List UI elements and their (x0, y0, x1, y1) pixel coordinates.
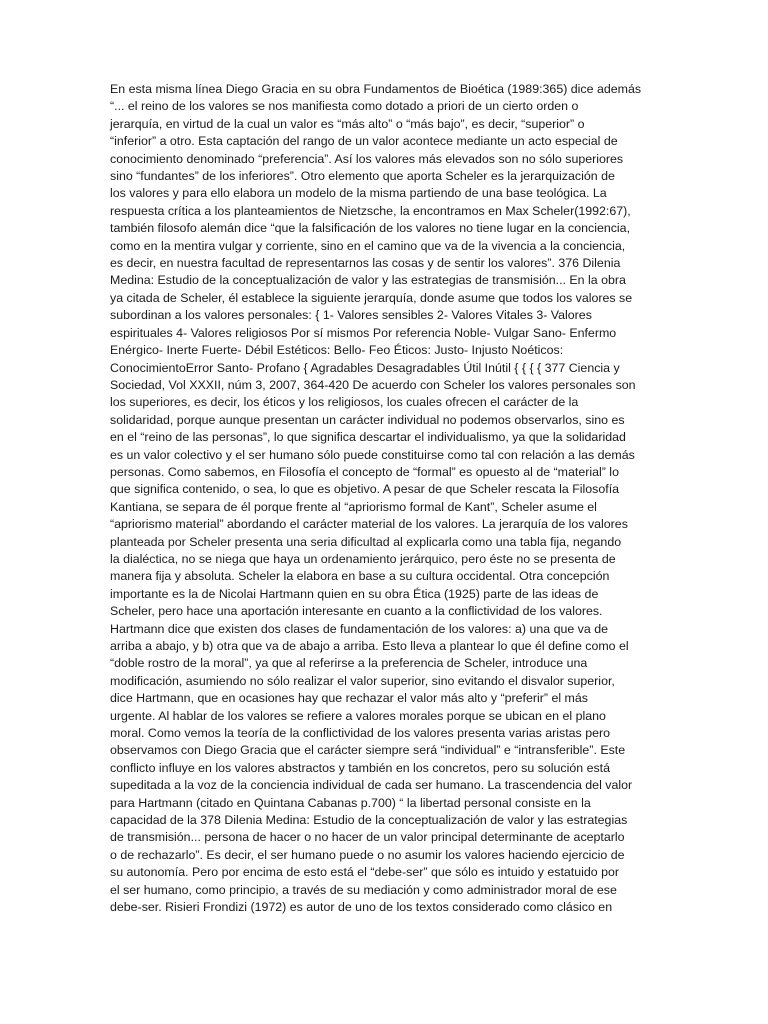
text-line: es decir, en nuestra facultad de representarnos las cosas y de sentir los valores”. 376 Dilenia (110, 256, 621, 271)
text-line: la dialéctica, no se niega que haya un ordenamiento jerárquico, pero éste no se presenta de (110, 551, 616, 566)
text-line: sino “fundantes” de los inferiores”. Otro elemento que aporta Scheler es la jerarquización de (110, 169, 615, 184)
text-line: observamos con Diego Gracia que el carácter siempre será “individual” e “intransferible”. Este (110, 743, 626, 758)
text-line: en el “reino de las personas”, lo que significa descartar el individualismo, ya que la solidaridad (110, 430, 626, 445)
text-line: dice Hartmann, que en ocasiones hay que rechazar el valor más alto y “preferir” el más (110, 691, 588, 706)
text-line: solidaridad, porque aunque presentan un carácter individual no podemos observarlos, sino es (110, 412, 625, 427)
body-paragraph (110, 81, 650, 917)
text-line: los valores y para ello elabora un modelo de la misma partiendo de una base teológica. La (110, 186, 607, 201)
text-line: Medina: Estudio de la conceptualización de valor y las estrategias de transmisión... En la obra (110, 273, 626, 288)
text-line: importante es la de Nicolai Hartmann quien en su obra Ética (1925) parte de las ideas de (110, 586, 599, 601)
text-line: de transmisión... persona de hacer o no hacer de un valor principal determinante de aceptarlo (110, 830, 625, 845)
text-line: también filosofo alemán dice “que la falsificación de los valores no tiene lugar en la conciencia, (110, 221, 631, 236)
text-line: jerarquía, en virtud de la cual un valor es “más alto” o “más bajo”, es decir, “superior” o (110, 116, 585, 131)
text-line: respuesta crítica a los planteamientos de Nietzsche, la encontramos en Max Scheler(1992:67), (110, 203, 631, 218)
text-line: “doble rostro de la moral”, ya que al referirse a la preferencia de Scheler, introduce una (110, 656, 588, 671)
text-line: planteada por Scheler presenta una seria dificultad al explicarla como una tabla fija, negando (110, 534, 622, 549)
text-line: espirituales 4- Valores religiosos Por sí mismos Por referencia Noble- Vulgar Sano- Enfermo (110, 325, 617, 340)
text-line: es un valor colectivo y el ser humano sólo puede constituirse como tal con relación a las demás (110, 447, 635, 462)
text-line: ya citada de Scheler, él establece la siguiente jerarquía, donde asume que todos los valores se (110, 290, 633, 305)
text-line: “apriorismo material” abordando el carácter material de los valores. La jerarquía de los valores (110, 517, 628, 532)
text-line: Enérgico- Inerte Fuerte- Débil Estéticos: Bello- Feo Éticos: Justo- Injusto Noéticos: (110, 343, 564, 358)
text-line: arriba a abajo, y b) otra que va de abajo a arriba. Esto lleva a plantear lo que él define como el (110, 639, 629, 653)
text-line: como en la mentira vulgar y corriente, sino en el camino que va de la vivencia a la conciencia, (110, 238, 626, 253)
text-line: que significa contenido, o sea, lo que es objetivo. A pesar de que Scheler rescata la Filosofía (110, 482, 620, 497)
text-line: su autonomía. Pero por encima de esto está el “debe-ser” que sólo es intuido y estatuido por (110, 865, 620, 880)
text-line: los superiores, es decir, los éticos y los religiosos, los cuales ofrecen el carácter de la (110, 395, 579, 410)
text-line: o de rechazarlo”. Es decir, el ser humano puede o no asumir los valores haciendo ejercicio de (110, 847, 625, 862)
text-line: el ser humano, como principio, a través de su mediación y como administrador moral de ese (110, 882, 617, 897)
text-line: “inferior” a otro. Esta captación del rango de un valor acontece mediante un acto especial de (110, 134, 618, 149)
text-line: personas. Como sabemos, en Filosofía el concepto de “formal” es opuesto al de “material” lo (110, 464, 619, 479)
text-line: supeditada a la voz de la conciencia individual de cada ser humano. La trascendencia del valor (110, 778, 633, 793)
text-line: “... el reino de los valores se nos manifiesta como dotado a priori de un cierto orden o (110, 99, 579, 114)
text-line: para Hartmann (citado en Quintana Cabanas p.700) “ la libertad personal consiste en la (110, 795, 591, 810)
text-line: Sociedad, Vol XXXII, núm 3, 2007, 364-420 De acuerdo con Scheler los valores personales son (110, 377, 636, 392)
text-line: debe-ser. Risieri Frondizi (1972) es autor de uno de los textos considerado como clásico en (110, 900, 613, 915)
text-line: capacidad de la 378 Dilenia Medina: Estudio de la conceptualización de valor y las estrategias (110, 813, 628, 828)
text-line: En esta misma línea Diego Gracia en su obra Fundamentos de Bioética (1989:365) dice además (110, 82, 642, 96)
text-line: urgente. Al hablar de los valores se refiere a valores morales porque se ubican en el plano (110, 708, 606, 723)
text-line: Hartmann dice que existen dos clases de fundamentación de los valores: a) una que va de (110, 621, 608, 636)
text-line: conflicto influye en los valores abstractos y también en los concretos, pero su solución está (110, 760, 611, 775)
text-line: moral. Como vemos la teoría de la conflictividad de los valores presenta varias aristas pero (110, 726, 610, 741)
text-line: Scheler, pero hace una aportación interesante en cuanto a la conflictividad de los valores. (110, 604, 603, 619)
text-line: ConocimientoError Santo- Profano { Agradables Desagradables Útil Inútil { { { { 377 Ciencia y (110, 360, 620, 375)
text-line: manera fija y absoluta. Scheler la elabora en base a su cultura occidental. Otra concepción (110, 569, 610, 584)
text-line: conocimiento denominado “preferencia”. Así los valores más elevados son no sólo superiores (110, 151, 624, 166)
text-line: Kantiana, se separa de él porque frente al “apriorismo formal de Kant”, Scheler asume el (110, 499, 597, 514)
text-line: subordinan a los valores personales: { 1- Valores sensibles 2- Valores Vitales 3- Valores (110, 308, 592, 323)
text-line: modificación, asumiendo no sólo realizar el valor superior, sino evitando el disvalor superior, (110, 673, 615, 688)
